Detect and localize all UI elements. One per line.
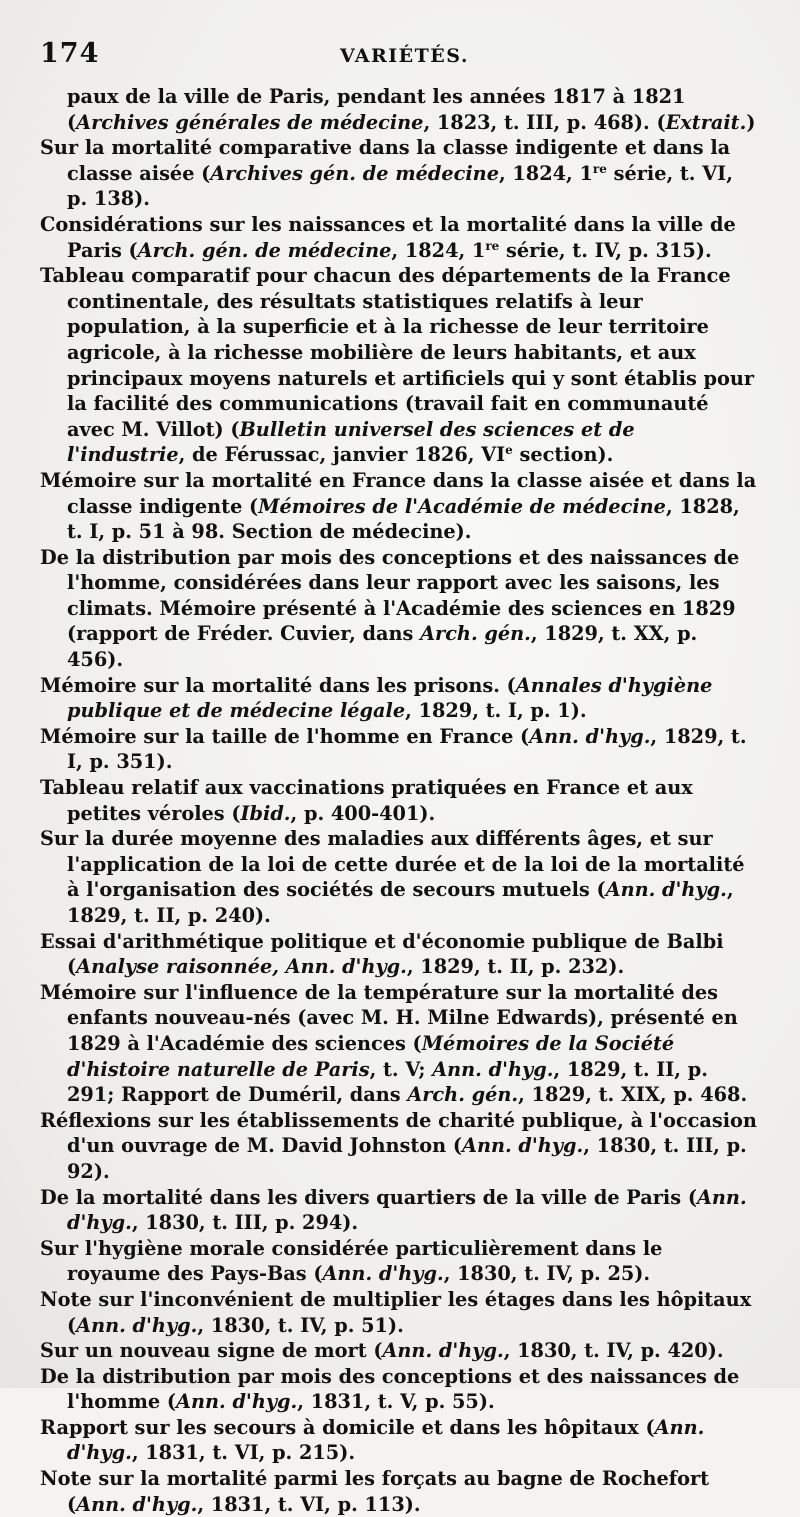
entry-text: , 1829, t. I, p. 1). (405, 699, 587, 723)
running-head: VARIÉTÉS. (340, 45, 469, 67)
entry-text: Mémoire sur la mortalité dans les prisons. ( (40, 673, 516, 697)
bibliography-entry (40, 1466, 758, 1517)
entry-italic-text: Arch. gén. (407, 1083, 519, 1107)
entry-italic-text: Bulletin universel des sciences et de l'industrie (67, 417, 635, 467)
entry-text: Note sur l'inconvénient de multiplier les étages dans les hôpitaux ( (40, 1287, 752, 1337)
entry-text: Considérations sur les naissances et la mortalité dans la ville de Paris ( (40, 212, 736, 262)
bibliography-entry (40, 1108, 758, 1185)
bibliography-list (40, 84, 758, 1517)
entry-text: ) (746, 110, 756, 134)
entry-text: Essai d'arithmétique politique et d'économie publique de Balbi ( (40, 929, 724, 979)
entry-text: , 1831, t. VI, p. 215). (131, 1441, 356, 1465)
entry-italic-text: Arch. gén. (420, 622, 531, 646)
entry-italic-text: Ann. d'hyg. (67, 1415, 705, 1465)
entry-italic-text: Mémoires de la Société d'histoire naturelle de Paris (67, 1031, 675, 1081)
entry-text: Mémoire sur la mortalité en France dans la classe aisée et dans la classe indigente ( (40, 468, 757, 518)
entry-text: , 1829, t. II, p. 232). (406, 955, 625, 979)
entry-italic-text: Ann. d'hyg. (67, 1185, 747, 1235)
bibliography-entry (40, 263, 758, 468)
entry-text: De la distribution par mois des conceptions et des naissances de l'homme, considérées dans leur rapport avec les saisons, les climats. Mémoire présenté à l'Académie des sciences en 1829 (rapport de Fréder. Cuvier, dans (40, 545, 740, 646)
bibliography-entry (40, 468, 758, 545)
bibliography-entry (40, 1338, 758, 1364)
entry-superscript: re (485, 238, 500, 253)
entry-italic-text: Ann. d'hyg. (76, 1492, 198, 1516)
entry-text: , 1831, t. VI, p. 113). (197, 1492, 421, 1516)
bibliography-entry (40, 929, 758, 980)
entry-text: De la mortalité dans les divers quartiers de la ville de Paris ( (40, 1185, 697, 1209)
entry-italic-text: Archives générales de médecine (76, 110, 424, 134)
bibliography-entry (40, 1415, 758, 1466)
entry-text: , 1830, t. III, p. 92). (67, 1134, 747, 1183)
entry-text: , 1830, t. IV, p. 25). (443, 1262, 651, 1286)
entry-italic-text: Ibid. (240, 801, 291, 825)
page-header (40, 38, 758, 82)
entry-text: Sur l'hygiène morale considérée particulièrement dans le royaume des Pays-Bas ( (40, 1236, 663, 1286)
entry-text: paux de la ville de Paris, pendant les années 1817 à 1821 ( (67, 85, 686, 134)
bibliography-entry (40, 980, 758, 1108)
bibliography-entry (40, 673, 758, 724)
entry-text: , 1829, t. II, p. 240). (67, 878, 734, 927)
entry-text: Mémoire sur l'influence de la température sur la mortalité des enfants nouveau-nés (avec M. H. Milne Edwards), présenté en 1829 à l'Académie des sciences ( (40, 980, 738, 1055)
bibliography-entry (40, 1236, 758, 1287)
entry-text: De la distribution par mois des conceptions et des naissances de l'homme ( (40, 1364, 740, 1414)
bibliography-entry (40, 1364, 758, 1415)
entry-italic-text: Ann. d'hyg. (322, 1262, 444, 1286)
entry-text: , t. V; (369, 1057, 433, 1081)
entry-text: , 1830, t. IV, p. 420). (503, 1339, 724, 1363)
bibliography-entry (40, 826, 758, 928)
entry-text: Mémoire sur la taille de l'homme en France ( (40, 724, 530, 748)
entry-text: section). (512, 443, 614, 467)
entry-text: , 1829, t. I, p. 351). (67, 724, 747, 774)
entry-italic-text: Ann. d'hyg. (605, 878, 727, 902)
entry-superscript: re (592, 161, 607, 176)
entry-text: , 1823, t. III, p. 468). ( (423, 110, 666, 134)
bibliography-entry (40, 724, 758, 775)
entry-text: , de Férussac, janvier 1826, VI (178, 443, 506, 467)
entry-text: , 1829, t. XX, p. 456). (67, 622, 698, 672)
bibliography-entry (40, 1287, 758, 1338)
bibliography-entry (40, 545, 758, 673)
entry-italic-text: Ann. d'hyg. (529, 724, 651, 748)
entry-italic-text: Ann. d'hyg. (176, 1390, 298, 1414)
bibliography-entry (40, 135, 758, 212)
entry-italic-text: Mémoires de l'Académie de médecine (258, 494, 666, 518)
entry-text: , 1830, t. III, p. 294). (131, 1211, 359, 1235)
bibliography-entry (40, 212, 758, 263)
entry-italic-text: Ann. d'hyg. (462, 1134, 584, 1158)
entry-text: Sur la mortalité comparative dans la classe indigente et dans la classe aisée ( (40, 136, 731, 185)
entry-text: Réflexions sur les établissements de charité publique, à l'occasion d'un ouvrage de M. David Johnston ( (40, 1108, 757, 1158)
bibliography-entry (40, 1185, 758, 1236)
entry-italic-text: Ann. d'hyg. (432, 1057, 554, 1081)
entry-text: Sur un nouveau signe de mort ( (40, 1339, 383, 1363)
bibliography-entry (40, 84, 758, 135)
entry-text: , 1824, 1 (391, 238, 486, 262)
entry-text: Note sur la mortalité parmi les forçats au bagne de Rochefort ( (40, 1467, 710, 1516)
entry-superscript: e (505, 443, 513, 458)
entry-text: , 1831, t. V, p. 55). (297, 1390, 495, 1414)
page-number: 174 (40, 38, 100, 69)
entry-text: , 1824, 1 (498, 161, 593, 185)
entry-text: , 1828, t. I, p. 51 à 98. Section de médecine). (67, 494, 740, 544)
entry-italic-text: Archives gén. de médecine (210, 161, 499, 185)
entry-text: Tableau comparatif pour chacun des départements de la France continentale, des résultats statistiques relatifs à leur population, à la superficie et à la richesse de leur territoire agricole, à la richesse mobilière de leurs habitants, et aux principaux moyens naturels et artificiels qui y sont établis pour la facilité des communications (travail fait en communauté avec M. Villot) ( (40, 264, 755, 441)
bibliography-entry (40, 775, 758, 826)
entry-italic-text: Analyse raisonnée, Ann. d'hyg. (76, 955, 407, 979)
entry-italic-text: Annales d'hygiène publique et de médecine légale (67, 673, 713, 723)
entry-text: , 1829, t. XIX, p. 468. (518, 1083, 748, 1107)
entry-text: série, t. IV, p. 315). (499, 238, 712, 262)
entry-italic-text: Ann. d'hyg. (382, 1339, 504, 1363)
entry-italic-text: Arch. gén. de médecine (137, 238, 392, 262)
entry-text: , p. 400-401). (290, 801, 436, 825)
entry-text: Sur la durée moyenne des maladies aux différents âges, et sur l'application de la loi de cette durée et de la loi de la mortalité à l'organisation des sociétés de secours mutuels ( (40, 827, 745, 902)
entry-text: , 1830, t. IV, p. 51). (197, 1313, 404, 1337)
entry-text: Tableau relatif aux vaccinations pratiquées en France et aux petites véroles ( (40, 776, 693, 825)
entry-italic-text: Extrait. (665, 110, 747, 134)
entry-text: Rapport sur les secours à domicile et dans les hôpitaux ( (40, 1415, 655, 1439)
entry-text: série, t. VI, p. 138). (67, 161, 733, 211)
entry-text: , 1829, t. II, p. 291; Rapport de Duméril, dans (67, 1057, 708, 1107)
entry-italic-text: Ann. d'hyg. (76, 1313, 198, 1337)
